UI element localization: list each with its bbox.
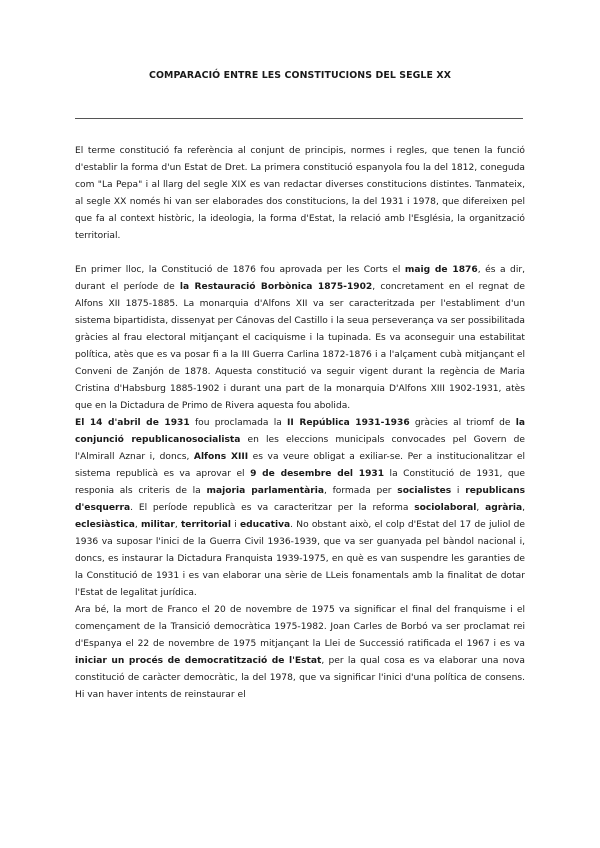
paragraph-segona-republica: El 14 d'abril de 1931 fou proclamada la II República 1931-1936 gràcies al triomf de la conjunció republicanosocialista en les eleccions municipals convocades pel Govern de l'Almirall Aznar i, doncs, Alfons XIII es va veure obligat a exiliar-se. Per a institucionalitzar el sistema republicà es va aprovar el 9 de desembre del 1931 la Constitució de 1931, que responia als criteris de la majoria parlamentària, formada per socialistes i republicans d'esquerra. El període republicà es va caracteritzar per la reforma sociolaboral, agrària, eclesiàstica, militar, territorial i educativa. No obstant això, el colp d'Estat del 17 de juliol de 1936 va suposar l'inici de la Guerra Civil 1936-1939, que va ser guanyada pel bàndol nacional i, doncs, es instaurar la Dictadura Franquista 1939-1975, en què es van suspendre les garanties de la Constitució de 1931 i es van elaborar una sèrie de LLeis fonamentals amb la finalitat de dotar l'Estat de legalitat jurídica. <box>75 418 526 598</box>
highlight-term: educativa <box>239 520 291 530</box>
document-title: COMPARACIÓ ENTRE LES CONSTITUCIONS DEL SEGLE XX <box>148 70 452 81</box>
highlight-term: territorial <box>180 520 231 530</box>
highlight-term: iniciar un procés de democratització de l'Estat <box>75 656 322 666</box>
highlight-term: socialistes <box>397 486 452 496</box>
highlight-term: la conjunció republicanosocialista <box>75 418 525 445</box>
paragraph-restauracio: En primer lloc, la Constitució de 1876 fou aprovada per les Corts el maig de 1876, és a dir, durant el període de la Restauració Borbònica 1875-1902, concretament en el regnat de Alfons XII 1875-1885. La monarquia d'Alfons XII va ser caracteritzada per l'establiment d'un sistema bipartidista, dissenyat per Cánovas del Castillo i la seua perseverança va ser possibilitada gràcies al frau electoral mitjançant el caciquisme i la tupinada. Es va aconseguir una estabilitat política, atès que es va posar fi a la III Guerra Carlina 1872-1876 i a l'alçament cubà mitjançant el Conveni de Zanjón de 1878. Aquesta constitució va seguir vigent durant la regència de Maria Cristina d'Habsburg 1885-1902 i durant una part de la monarquia D'Alfons XIII 1902-1931, atès que en la Dictadura de Primo de Rivera aquesta fou abolida. <box>75 265 525 411</box>
highlight-term: sociolaboral <box>414 503 477 513</box>
highlight-term: republicans d'esquerra <box>75 486 525 513</box>
highlight-period: II República 1931-1936 <box>287 418 410 428</box>
highlight-date: maig de 1876 <box>404 265 478 275</box>
highlight-term: agrària <box>485 503 523 513</box>
highlight-term: Alfons XIII <box>193 452 249 462</box>
paragraph-intro: El terme constitució fa referència al conjunt de principis, normes i regles, que tenen la funció d'establir la forma d'un Estat de Dret. La primera constitució espanyola fou la del 1812, coneguda com "La Pepa" i al llarg del segle XIX es van redactar diverses constitucions distintes. Tanmateix, al segle XX només hi van ser elaborades dos constitucions, la del 1931 i 1978, que difereixen pel que fa al context històric, la ideologia, la forma d'Estat, la relació amb l'Església, la organització territorial. <box>75 146 525 241</box>
highlight-term: militar <box>141 520 175 530</box>
paragraph-gap <box>75 245 525 262</box>
title-divider <box>75 118 523 119</box>
highlight-date: 9 de desembre del 1931 <box>250 469 385 479</box>
highlight-term: eclesiàstica <box>75 520 135 530</box>
document-body <box>75 143 525 704</box>
highlight-date: El 14 d'abril de 1931 <box>75 418 190 428</box>
highlight-term: majoria parlamentària <box>206 486 324 496</box>
highlight-period: la Restauració Borbònica 1875-1902 <box>179 282 373 292</box>
paragraph-transicio: Ara bé, la mort de Franco el 20 de novembre de 1975 va significar el final del franquisme i el començament de la Transició democràtica 1975-1982. Joan Carles de Borbó va ser proclamat rei d'Espanya el 22 de novembre de 1975 mitjançant la Llei de Successió ratificada el 1967 i es va iniciar un procés de democratització de l'Estat, per la qual cosa es va elaborar una nova constitució de caràcter democràtic, la del 1978, que va significar l'inici d'una política de consens. Hi van haver intents de reinstaurar el <box>75 605 525 700</box>
